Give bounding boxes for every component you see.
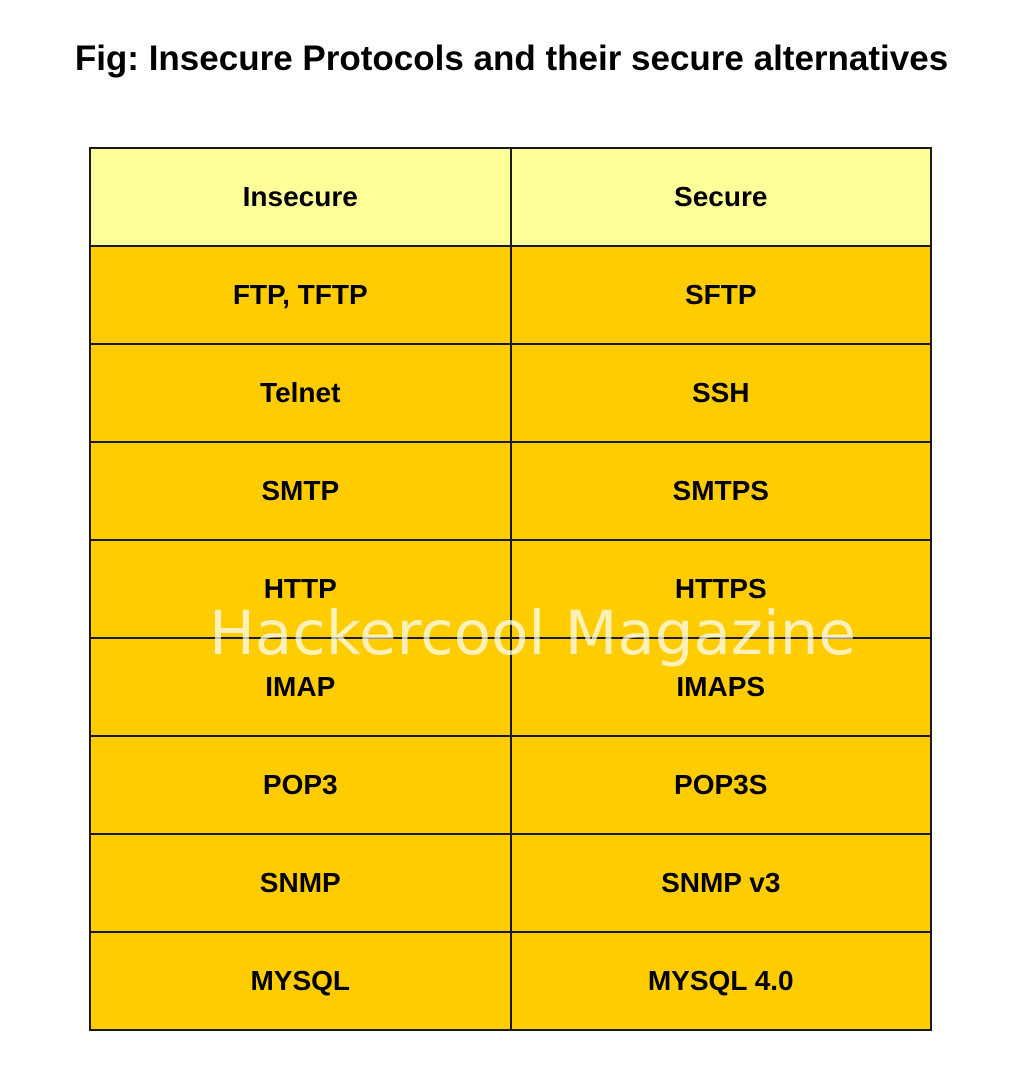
table-row: [90, 540, 931, 638]
secure-protocol-cell: SSH: [511, 344, 932, 442]
table-header-row: [90, 148, 931, 246]
secure-protocol-cell: MYSQL 4.0: [511, 932, 932, 1030]
protocols-table: [89, 147, 932, 1031]
insecure-protocol-cell: MYSQL: [90, 932, 511, 1030]
table-row: [90, 736, 931, 834]
watermark-text: Hackercool Magazine: [209, 598, 856, 669]
insecure-protocol-cell: SNMP: [90, 834, 511, 932]
insecure-protocol-cell: Telnet: [90, 344, 511, 442]
table-row: [90, 834, 931, 932]
secure-protocol-cell: SMTPS: [511, 442, 932, 540]
insecure-protocol-cell: POP3: [90, 736, 511, 834]
figure-title: Fig: Insecure Protocols and their secure alternatives: [74, 39, 949, 78]
header-secure: Secure: [511, 148, 932, 246]
secure-protocol-cell: SNMP v3: [511, 834, 932, 932]
secure-protocol-cell: HTTPS: [511, 540, 932, 638]
secure-protocol-cell: SFTP: [511, 246, 932, 344]
insecure-protocol-cell: SMTP: [90, 442, 511, 540]
header-insecure: Insecure: [90, 148, 511, 246]
table-row: [90, 344, 931, 442]
table-row: [90, 638, 931, 736]
secure-protocol-cell: POP3S: [511, 736, 932, 834]
insecure-protocol-cell: HTTP: [90, 540, 511, 638]
insecure-protocol-cell: IMAP: [90, 638, 511, 736]
table-row: [90, 932, 931, 1030]
secure-protocol-cell: IMAPS: [511, 638, 932, 736]
insecure-protocol-cell: FTP, TFTP: [90, 246, 511, 344]
table-row: [90, 442, 931, 540]
table-row: [90, 246, 931, 344]
